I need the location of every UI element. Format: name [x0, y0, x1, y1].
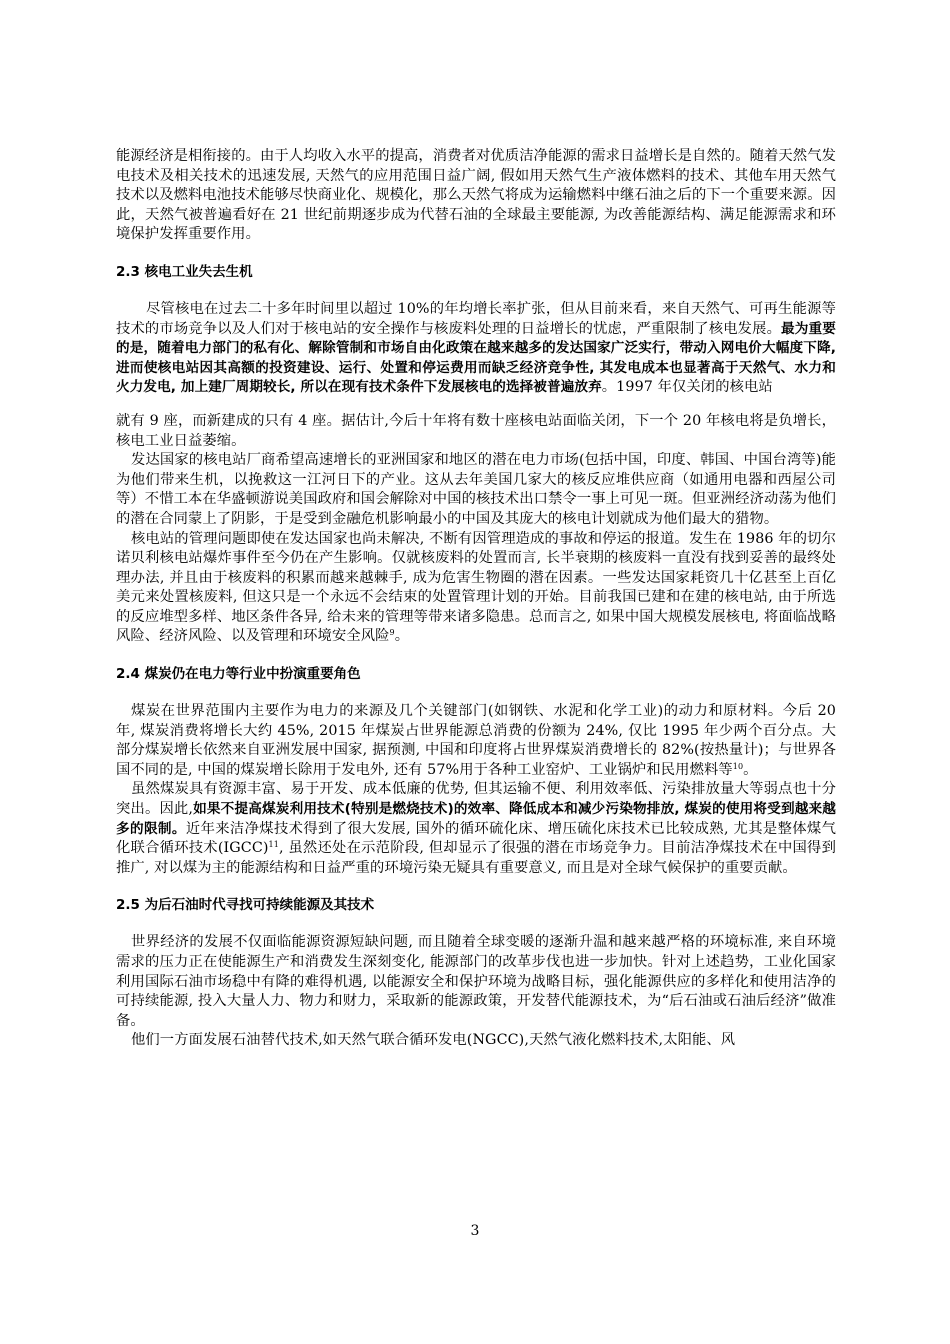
paragraph-text: 煤炭在世界范围内主要作为电力的来源及几个关键部门(如钢铁、水泥和化学工业)的动力和原材料。今后 20 年, 煤炭消费将增长大约 45%, 2015 年煤炭占世界能源总消费的份额为 24%, 仅比 1995 年少两个百分点。大部分煤炭增长依然来自亚洲发展中国家, 据预测, 中国和印度将占世界煤炭消费增长的 82%(按热量计)；与世界各国不同的是, 中国的煤炭增长除用于发电外, 还有 57%用于各种工业窑炉、工业锅炉和民用燃料等	[116, 703, 836, 778]
section-heading-2-3: 2.3 核电工业失去生机	[116, 263, 253, 280]
paragraph-text: 尽管核电在过去二十多年时间里以超过 10%的年均增长率扩张，但从目前来看，来自天然气、可再生能源等技术的市场竞争以及人们对于核电站的安全操作与核废料处理的日益增长的忧虑，严重限制了核电发展。	[116, 300, 836, 337]
paragraph-text: 。	[743, 761, 758, 778]
paragraph-nuclear-decline	[116, 300, 836, 398]
paragraph-text: 核电站的管理问题即使在发达国家也尚未解决, 不断有因管理造成的事故和停运的报道。发生在 1986 年的切尔诺贝利核电站爆炸事件至今仍在产生影响。仅就核废料的处置而言, 长半衰期的核废料一直没有找到妥善的最终处理办法, 并且由于核废料的积累而越来越棘手, 成为危害生物圈的潜在因素。一些发达国家耗资几十亿甚至上百亿美元来处置核废料, 但这只是一个永远不会结束的处置管理计划的开始。目前我国已建和在建的核电站, 由于所选的反应堆型多样、地区条件各异, 给未来的管理等带来诸多隐患。总而言之, 如果中国大规模发展核电, 将面临战略风险、经济风险、以及管理和环境安全风险	[116, 530, 836, 645]
section-heading-2-5: 2.5 为后石油时代寻找可持续能源及其技术	[116, 897, 375, 914]
paragraph-clean-coal	[116, 780, 836, 878]
paragraph-text: , 虽然还处在示范阶段, 但却显示了很强的潜在市场竞争力。目前洁净煤技术在中国得到推广, 对以煤为主的能源结构和日益严重的环境污染无疑具有重要意义, 而且是对全球气候保护的重要贡献。	[116, 840, 836, 876]
document-body	[116, 147, 836, 1051]
paragraph-nuclear-closures: 就有 9 座，而新建成的只有 4 座。据估计,今后十年将有数十座核电站面临关闭，下一个 20 年核电将是负增长，核电工业日益萎缩。	[116, 412, 836, 449]
footnote-ref-9[interactable]: 9	[389, 628, 395, 638]
bold-emphasis: 最为重要的是，随着电力部门的私有化、解除管制和市场自由化政策在越来越多的发达国家广泛实行，带动入网电价大幅度下降, 进而使核电站因其高额的投资建设、运行、处置和停运费用而缺乏经济竞争性, 其发电成本也显著高于天然气、水力和火力发电, 加上建厂周期较长, 所以在现有技术条件下发展核电的选择被普遍放弃	[116, 320, 836, 396]
section-heading-2-4: 2.4 煤炭仍在电力等行业中扮演重要角色	[116, 666, 361, 683]
paragraph-text: 虽然煤炭具有资源丰富、易于开发、成本低廉的优势, 但其运输不便、利用效率低、污染排放量大等弱点也十分突出。因此,	[116, 781, 836, 818]
paragraph-text: 近年来洁净煤技术得到了很大发展, 国外的循环硫化床、增压硫化床技术已比较成熟, 尤其是整体煤气化联合循环技术(IGCC)	[116, 820, 837, 857]
paragraph-coal-consumption	[116, 702, 836, 780]
bold-emphasis: 如果不提高煤炭利用技术(特别是燃烧技术)的效率、降低成本和减少污染物排放, 煤炭的使用将受到越来越多的限制。	[116, 801, 836, 837]
paragraph-text: 。1997 年仅关闭的核电站	[601, 379, 773, 396]
paragraph-natural-gas: 能源经济是相衔接的。由于人均收入水平的提高，消费者对优质洁净能源的需求日益增长是自然的。随着天然气发电技术及相关技术的迅速发展, 天然气的应用范围日益广阔, 假如用天然气生产液体燃料的技术、其他车用天然气技术以及燃料电池技术能够尽快商业化、规模化，那么天然气将成为运输燃料中继石油之后的下一个重要来源。因此，天然气被普遍看好在 21 世纪前期逐步成为代替石油的全球最主要能源, 为改善能源结构、满足能源需求和环境保护发挥重要作用。	[116, 148, 836, 243]
footnote-ref-11[interactable]: 11	[268, 840, 279, 850]
footnote-ref-10[interactable]: 10	[732, 761, 744, 771]
paragraph-nuclear-management	[116, 530, 836, 648]
paragraph-text: 。	[394, 628, 410, 645]
paragraph-alternatives: 他们一方面发展石油替代技术,如天然气联合循环发电(NGCC),天然气液化燃料技术,太阳能、风	[131, 1032, 736, 1049]
paragraph-post-oil: 世界经济的发展不仅面临能源资源短缺问题, 而且随着全球变暖的逐渐升温和越来越严格的环境标准, 来自环境需求的压力正在使能源生产和消费发生深刻变化, 能源部门的改革步伐也进一步加快。针对上述趋势，工业化国家利用国际石油市场稳中有降的难得机遇, 以能源安全和保护环境为战略目标，强化能源供应的多样化和使用洁净的可持续能源, 投入大量人力、物力和财力，采取新的能源政策，开发替代能源技术，为“后石油或石油后经济”做准备。	[116, 934, 836, 1029]
paragraph-nuclear-vendors: 发达国家的核电站厂商希望高速增长的亚洲国家和地区的潜在电力市场(包括中国，印度、韩国、中国台湾等)能为他们带来生机，以挽救这一江河日下的产业。这从去年美国几家大的核反应堆供应商（如通用电器和西屋公司等）不惜工本在华盛顿游说美国政府和国会解除对中国的核技术出口禁令一事上可见一斑。但亚洲经济动荡为他们的潜在合同蒙上了阴影，于是受到金融危机影响最小的中国及其庞大的核电计划就成为他们最大的猎物。	[116, 452, 836, 527]
page-number: 3	[470, 1223, 480, 1239]
